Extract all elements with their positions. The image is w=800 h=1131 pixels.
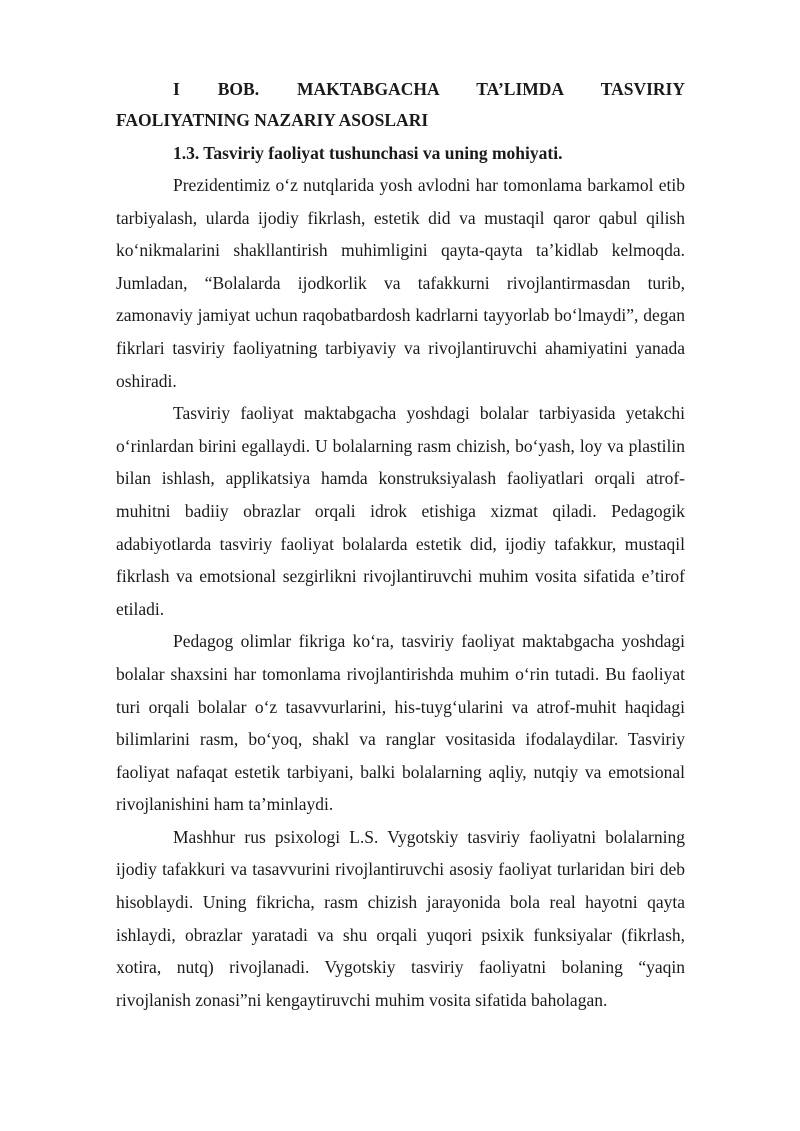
paragraph-2: Tasviriy faoliyat maktabgacha yoshdagi bolalar tarbiyasida yetakchi o‘rinlardan birini egallaydi. U bolalarning rasm chizish, bo‘yash, loy va plastilin bilan ishlash, applikatsiya hamda konstruksiyalash faoliyatlari orqali atrof-muhitni badiiy obrazlar orqali idrok etishiga xizmat qiladi. Pedagogik adabiyotlarda tasviriy faoliyat bolalarda estetik did, ijodiy tafakkur, mustaqil fikrlash va emotsional sezgirlikni rivojlantiruvchi muhim vosita sifatida e’tirof etiladi.: [116, 403, 685, 619]
paragraph-4: Mashhur rus psixologi L.S. Vygotskiy tasviriy faoliyatni bolalarning ijodiy tafakkuri va tasavvurini rivojlantiruvchi asosiy faoliyat turlaridan biri deb hisoblaydi. Uning fikricha, rasm chizish jarayonida bola real hayotni qayta ishlaydi, obrazlar yaratadi va shu orqali yuqori psixik funksiyalar (fikrlash, xotira, nutq) rivojlanadi. Vygotskiy tasviriy faoliyatni bolaning “yaqin rivojlanish zonasi”ni kengaytiruvchi muhim vosita sifatida baholagan.: [116, 826, 685, 1010]
paragraph-3: Pedagog olimlar fikriga ko‘ra, tasviriy faoliyat maktabgacha yoshdagi bolalar shaxsini har tomonlama rivojlantirishda muhim o‘rin tutadi. Bu faoliyat turi orqali bolalar o‘z tasavvurlarini, his-tuyg‘ularini va atrof-muhit haqidagi bilimlarini rasm, bo‘yoq, shakl va ranglar vositasida ifodalaydilar. Tasviriy faoliyat nafaqat estetik tarbiyani, balki bolalarning aqliy, nutqiy va emotsional rivojlanishini ham ta’minlaydi.: [116, 631, 685, 815]
document-page: [116, 72, 685, 1016]
chapter-title: I BOB. MAKTABGACHA TA’LIMDA TASVIRIY FAOLIYATNING NAZARIY ASOSLARI: [116, 79, 685, 130]
section-title: 1.3. Tasviriy faoliyat tushunchasi va uning mohiyati.: [173, 143, 563, 163]
paragraph-1: Prezidentimiz o‘z nutqlarida yosh avlodni har tomonlama barkamol etib tarbiyalash, ularda ijodiy fikrlash, estetik did va mustaqil qaror qabul qilish ko‘nikmalarini shakllantirish muhimligini qayta-qayta ta’kidlab kelmoqda. Jumladan, “Bolalarda ijodkorlik va tafakkurni rivojlantirmasdan turib, zamonaviy jamiyat uchun raqobatbardosh kadrlarni tayyorlab bo‘lmaydi”, degan fikrlari tasviriy faoliyatning tarbiyaviy va rivojlantiruvchi ahamiyatini yanada oshiradi.: [116, 175, 685, 391]
